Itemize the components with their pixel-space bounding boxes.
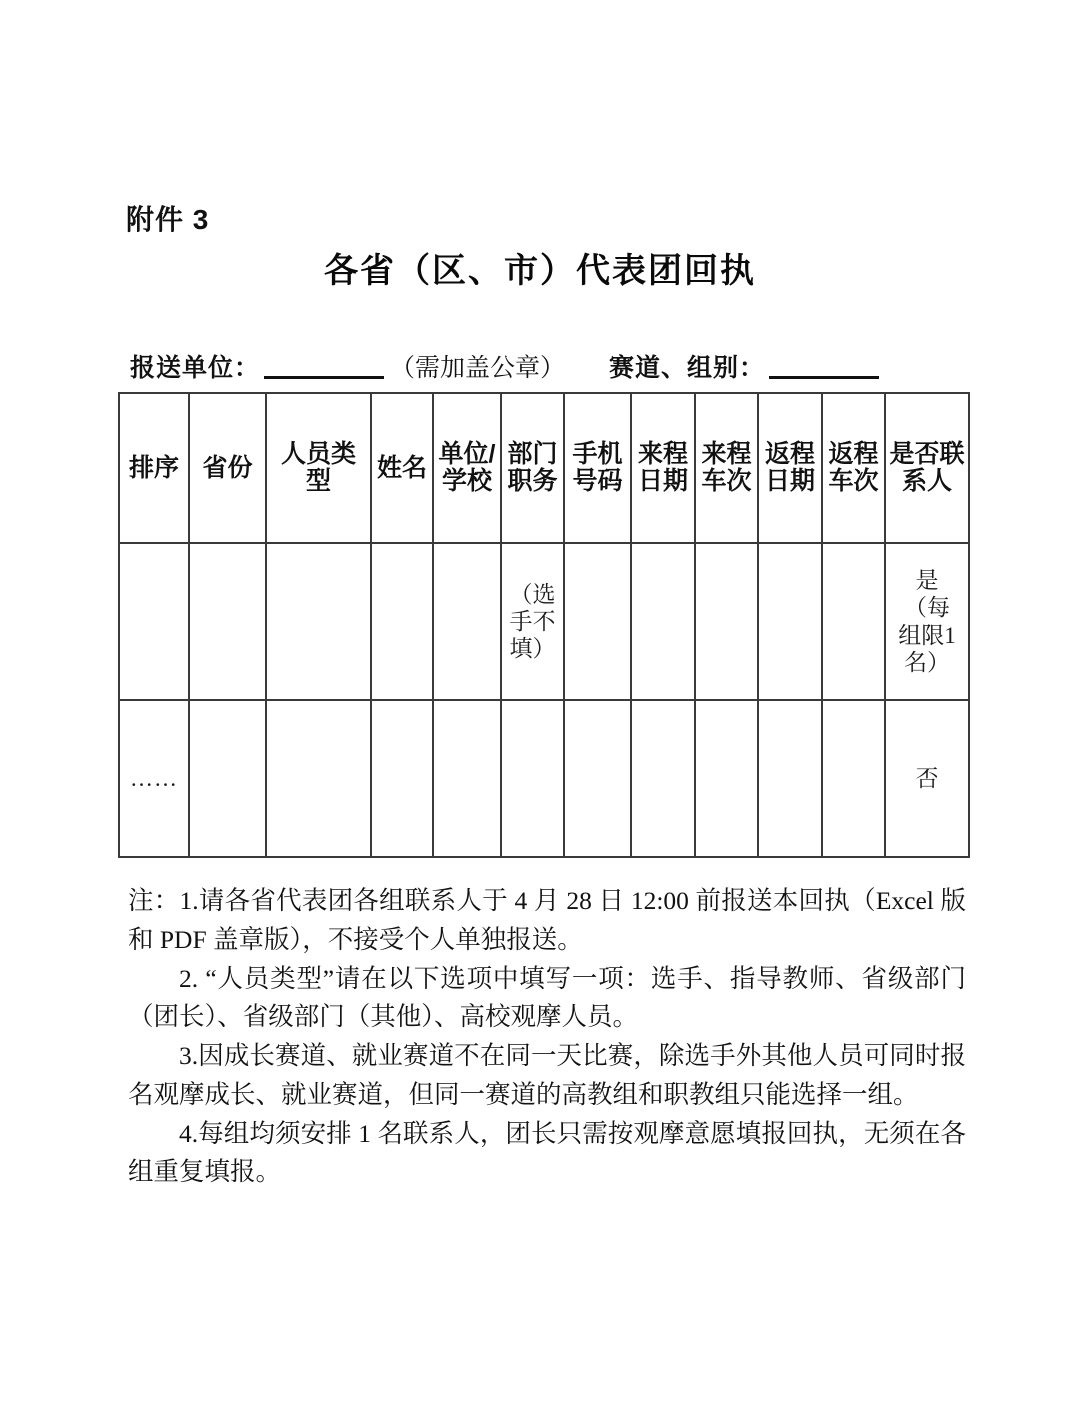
delegation-receipt-table [118,392,970,858]
cell-is-contact-text: 是（每组限1名） [898,568,956,675]
cell-return-train[interactable] [822,543,885,700]
header-order: 排序 [119,393,189,543]
cell-dept-title[interactable] [501,543,564,700]
cell-return-date[interactable] [758,700,822,857]
attachment-label: 附件 3 [126,204,210,235]
note-1: 注：1.请各省代表团各组联系人于 4 月 28 日 12:00 前报送本回执（Excel 版和 PDF 盖章版），不接受个人单独报送。 [128,886,966,954]
header-return-train: 返程车次 [822,393,885,543]
page-title: 各省（区、市）代表团回执 [324,253,756,290]
cell-province[interactable] [189,543,266,700]
notes-section [128,882,966,1192]
note-4: 4.每组均须安排 1 名联系人，团长只需按观摩意愿填报回执，无须在各组重复填报。 [128,1118,966,1187]
cell-is-contact[interactable] [885,543,969,700]
seal-note: （需加盖公章） [390,355,566,382]
header-name: 姓名 [371,393,433,543]
table-row [119,700,969,857]
header-outbound-train: 来程车次 [695,393,758,543]
cell-outbound-train[interactable] [695,700,758,857]
header-outbound-date: 来程日期 [631,393,695,543]
header-unit-school: 单位/学校 [433,393,501,543]
table-header-row [119,393,969,543]
form-meta-row [130,352,970,384]
cell-is-contact[interactable]: 否 [885,700,969,857]
cell-phone[interactable] [564,543,631,700]
header-dept-title: 部门职务 [501,393,564,543]
cell-outbound-date[interactable] [631,543,695,700]
cell-unit-school[interactable] [433,543,501,700]
note-3: 3.因成长赛道、就业赛道不在同一天比赛，除选手外其他人员可同时报名观摩成长、就业赛道，但同一赛道的高教组和职教组只能选择一组。 [128,1041,966,1109]
cell-person-type[interactable] [266,543,371,700]
submitting-unit-input[interactable] [264,376,384,379]
header-province: 省份 [189,393,266,543]
note-2: 2. “人员类型”请在以下选项中填写一项：选手、指导教师、省级部门（团长）、省级部门（其他）、高校观摩人员。 [128,963,966,1032]
header-return-date: 返程日期 [758,393,822,543]
cell-outbound-date[interactable] [631,700,695,857]
cell-order[interactable] [119,543,189,700]
cell-outbound-train[interactable] [695,543,758,700]
table-row [119,543,969,700]
cell-unit-school[interactable] [433,700,501,857]
cell-order[interactable]: …… [119,700,189,857]
header-phone: 手机号码 [564,393,631,543]
cell-name[interactable] [371,543,433,700]
cell-province[interactable] [189,700,266,857]
cell-phone[interactable] [564,700,631,857]
submitting-unit-label: 报送单位： [130,354,261,382]
cell-dept-title[interactable] [501,700,564,857]
track-group-input[interactable] [769,376,879,379]
cell-return-date[interactable] [758,543,822,700]
header-person-type: 人员类型 [266,393,371,543]
cell-return-train[interactable] [822,700,885,857]
cell-person-type[interactable] [266,700,371,857]
header-is-contact: 是否联系人 [885,393,969,543]
track-group-label: 赛道、组别： [609,354,766,382]
cell-name[interactable] [371,700,433,857]
cell-dept-title-text: （选手不填） [509,581,556,662]
